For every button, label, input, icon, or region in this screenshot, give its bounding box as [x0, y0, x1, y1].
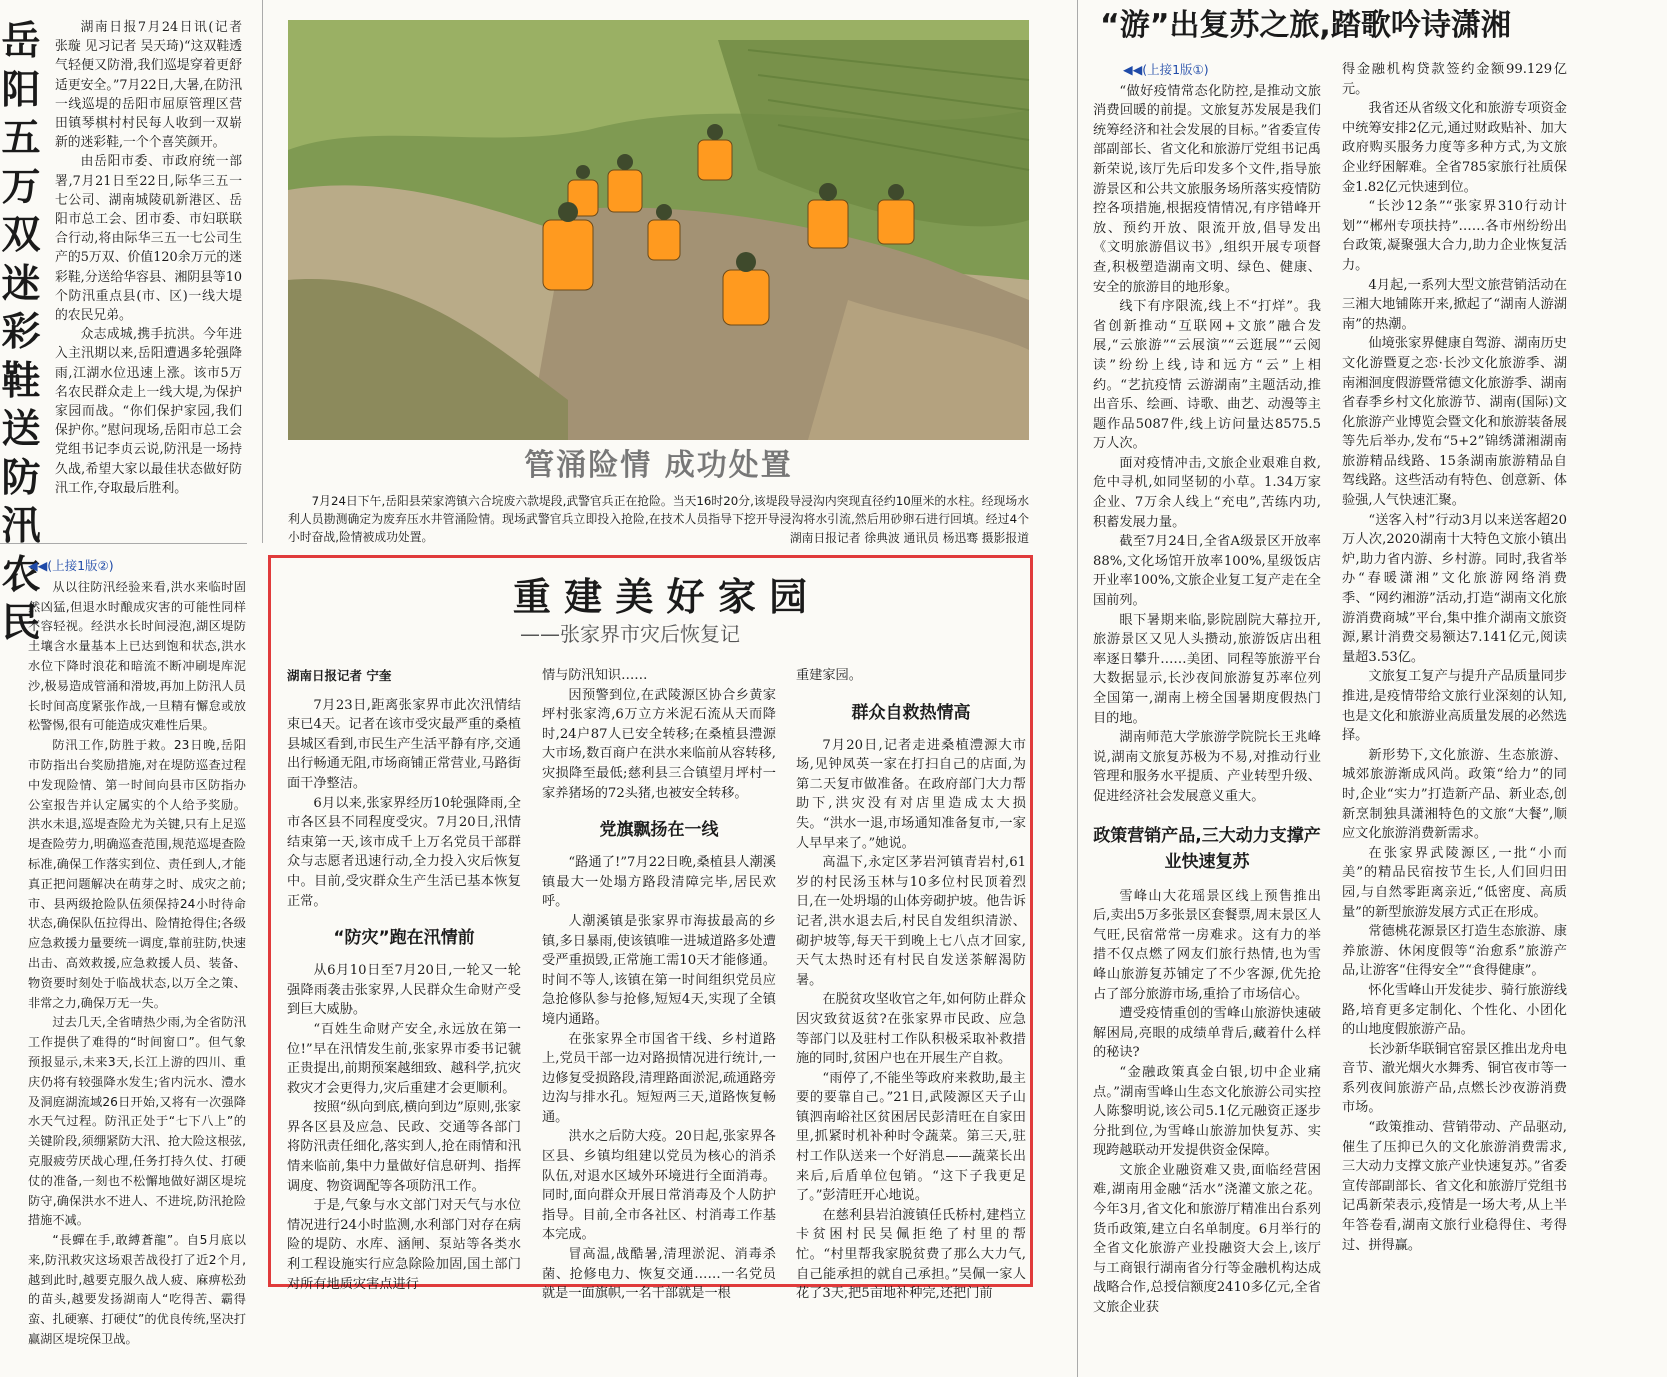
right-paragraph: “送客入村”行动3月以来送客超20万人次,2020湖南十大特色文旅小镇出炉,助力省内游、乡村游。同时,我省举办“春暖潇湘”文化旅游网络消费季、“网约湘游”活动,打造“湖南文化旅游消费商城”平台,集中推介湖南文旅资源,累计消费交易额达7.141亿元,阅读量超3.53亿。: [1342, 512, 1567, 665]
right-paragraph: 在张家界武陵源区,一批“小而美”的精品民宿按节生长,人们回归田园,与自然零距离亲近,“低密度、高质量”的新型旅游发展方式正在形成。: [1342, 845, 1567, 920]
feature-col-2: [542, 666, 776, 1302]
feature-paragraph: 在脱贫攻坚收官之年,如何防止群众因灾致贫返贫?在张家界市民政、应急等部门以及驻村工作队积极采取补救措施的同时,贫困户也在开展生产自救。: [796, 992, 1026, 1067]
photo-illustration: [288, 20, 1029, 440]
feature-paragraph: 在张家界全市国省干线、乡村道路上,党员干部一边对路损情况进行统计,一边修复受损路段,清理路面淤泥,疏通路旁边沟与排水孔。短短两三天,道路恢复畅通。: [542, 1031, 776, 1125]
left-cont-paragraph: 从以往防汛经验来看,洪水来临时固然凶猛,但退水时酿成灾害的可能性同样不容轻视。经洪水长时间浸泡,湖区堤防土壤含水量基本上已达到饱和状态,洪水水位下降时浪花和暗流不断冲刷堤库泥沙,极易造成管涌和滑坡,再加上防汛人员长时间高度紧张作战,一旦精有懈怠或放松警惕,很有可能造成灾难性后果。: [28, 579, 246, 733]
feature-paragraph: 6月以来,张家界经历10轮强降雨,全市各区县不同程度受灾。7月20日,汛情结束第一天,该市成千上万名党员干部群众与志愿者迅速行动,全力投入灾后恢复中。目前,受灾群众生产生活已基本恢复正常。: [287, 795, 521, 909]
left-paragraph: 湖南日报7月24日讯(记者 张璇 见习记者 吴天琦)“这双鞋透气轻便又防滑,我们巡堤穿着更舒适更安全。”7月22日,大暑,在防汛一线巡堤的岳阳市屈原管理区营田镇琴棋村村民每人收到一双崭新的迷彩鞋,一个个喜笑颜开。: [55, 20, 242, 151]
left-cont-paragraph: “長蟬在手,敢縛蒼龍”。自5月底以来,防汛救灾这场艰苦战役打了近2个月,越到此时,越要克服久战人疲、麻痹松劲的苗头,越要发扬湖南人“吃得苦、霸得蛮、扎硬寨、打硬仗”的优良传统,坚决打赢湖区堤垸保卫战。: [28, 1233, 246, 1347]
photo-title: 管涌险情 成功处置: [524, 448, 793, 483]
right-subheading: 政策营销产品,三大动力支撑产业快速复苏: [1093, 825, 1321, 872]
right-paragraph: 雪峰山大花瑶景区线上预售推出后,卖出5万多张景区套餐票,周末景区人气旺,民宿常常一房难求。这有力的举措不仅点燃了网友们旅行热情,也为雪峰山旅游复苏铺定了不少客源,优先抢占了部分旅游市场,重拾了市场信心。: [1093, 888, 1321, 1002]
feature-col-3: [796, 666, 1026, 1302]
feature-title: 重 建 美 好 家 园: [512, 574, 808, 619]
feature-subheading: “防灾”跑在汛情前: [333, 928, 475, 949]
right-paragraph: 文旅企业融资难又贵,面临经营困难,湖南用金融“活水”浇灌文旅之花。今年3月,省文化和旅游厅精准出台系列货币政策,建立白名单制度。6月举行的全省文化旅游产业投融资大会上,该厅与工商银行湖南省分行等金融机构达成战略合作,总授信额度2410多亿元,全省文旅企业获: [1093, 1162, 1321, 1316]
continued-from-ref[interactable]: ◀◀(上接1版②): [28, 558, 114, 573]
feature-paragraph: 洪水之后防大疫。20日起,张家界各区县、乡镇均组建以党员为核心的消杀队伍,对退水区域外环境进行全面消毒。同时,面向群众开展日常消毒及个人防护指导。目前,全市各社区、村消毒工作基本完成。: [542, 1129, 776, 1243]
right-paragraph: “长沙12条”“张家界310行动计划”“郴州专项扶持”……各市州纷纷出台政策,凝聚强大合力,助力企业恢复活力。: [1342, 199, 1567, 273]
right-paragraph: 线下有序限流,线上不“打烊”。我省创新推动“互联网+文旅”融合发展,“云旅游”“云展演”“云逛展”“云阅读”纷纷上线,诗和远方“云”上相约。“艺抗疫情 云游湖南”主题活动,推出音乐、绘画、诗歌、曲艺、动漫等主题作品5087件,线上访问量达8575.5万人次。: [1093, 299, 1321, 452]
continued-from-ref[interactable]: ◀◀(上接1版①): [1123, 62, 1209, 77]
feature-paragraph: “雨停了,不能坐等政府来救助,最主要的要靠自己。”21日,武陵源区天子山镇泗南峪社区贫困居民彭清旺在自家田里,抓紧时机补种时令蔬菜。第三天,驻村工作队送来一个好消息——蔬菜长出来后,后盾单位包销。“这下子我更足了。”彭清旺开心地说。: [796, 1070, 1026, 1204]
photo-credit: 湖南日报记者 徐典波 通讯员 杨迅骞 摄影报道: [700, 529, 1029, 547]
left-cont-paragraph: 防汛工作,防胜于救。23日晚,岳阳市防指出台奖励措施,对在堤防巡查过程中发现险情、第一时间向县市区防指办公室报告并认定属实的个人给予奖励。洪水未退,巡堤查险尤为关键,只有上足巡堤查险劳力,明确巡查范围,规范巡堤查险标准,确保工作落实到位、责任到人,才能真正把问题解决在萌芽之时、成灾之前;市、县两级抢险队伍须保持24小时待命状态,确保队伍拉得出、险情抢得住;各级应急救援力量要统一调度,靠前驻防,快速出击、高效救援,应急救援人员、装备、物资要时刻处于临战状态,以万全之策、非常之力,确保万无一失。: [28, 738, 246, 1010]
right-paragraph: 常德桃花源景区打造生态旅游、康养旅游、休闲度假等“治愈系”旅游产品,让游客“住得安全”“食得健康”。: [1342, 924, 1567, 979]
left-continued-body: [28, 556, 246, 1371]
feature-paragraph: 高温下,永定区茅岩河镇青岩村,61岁的村民汤玉林与10多位村民顶着烈日,在一处坍塌的山体旁砌护坡。他告诉记者,洪水退去后,村民自发组织清淤、砌护坡等,每天干到晚上七八点才回家,天气太热时还有村民自发送茶解渴防暑。: [796, 855, 1026, 988]
right-paragraph: 得金融机构贷款签约金额99.129亿元。: [1342, 62, 1567, 97]
left-headline: 岳阳五万双迷彩鞋送防汛农民: [1, 19, 41, 646]
left-cont-paragraph: 过去几天,全省晴热少雨,为全省防汛工作提供了难得的“时间窗口”。但气象预报显示,未来3天,长江上游的四川、重庆仍将有较强降水发生;省内沅水、澧水及洞庭湖流域26日开始,又将有一次强降水天气过程。防汛正处于“七下八上”的关键阶段,须绷紧防大汛、抢大险这根弦,克服疲劳厌战心理,任务打持久仗、打硬仗的准备,一刻也不松懈地做好湖区堤垸防守,确保洪水不进人、不进垸,防汛抢险措施不减。: [28, 1015, 246, 1228]
right-paragraph: 遭受疫情重创的雪峰山旅游快速破解困局,亮眼的成绩单背后,藏着什么样的秘诀?: [1093, 1006, 1321, 1061]
right-col-2: [1342, 60, 1567, 1377]
news-photo: [288, 20, 1029, 440]
right-paragraph: 文旅复工复产与提升产品质量同步推进,是疫情带给文旅行业深刻的认知,也是文化和旅游业高质量发展的必然选择。: [1342, 669, 1567, 744]
feature-paragraph: 7月20日,记者走进桑植澧源大市场,见钟凤英一家在打扫自己的店面,为第二天复市做准备。在政府部门大力帮助下,洪灾没有对店里造成太大损失。“洪水一退,市场通知准备复市,一家人早早来了。”她说。: [796, 737, 1026, 851]
feature-paragraph: 重建家园。: [796, 668, 862, 683]
caption-text: 7月24日下午,岳阳县荣家湾镇六合垸废六款堤段,武警官兵正在抢险。当天16时20分,该堤段导浸沟内突现直径约10厘米的水柱。经现场水利人员勘测确定为废弃压水井管涌险情。现场武警官兵立即投入抢险,在技术人员指导下挖开导浸沟将水引流,然后用砂卵石进行回填。经过4个小时奋战,险情被成功处置。: [288, 494, 1029, 544]
right-paragraph: “做好疫情常态化防控,是推动文旅消费回暖的前提。文旅复苏发展是我们统筹经济和社会发展的目标。”省委宣传部副部长、省文化和旅游厅党组书记禹新荣说,该厅先后印发多个文件,指导旅游景区和公共文旅服务场所落实疫情防控各项措施,根据疫情情况,有序错峰开放、预约开放、限流开放,倡导发出《文明旅游倡议书》,组织开展专项督查,积极塑造湖南文明、绿色、健康、安全的旅游目的地形象。: [1093, 83, 1321, 295]
right-col-1: [1093, 60, 1321, 1377]
right-paragraph: 面对疫情冲击,文旅企业艰难自救,危中寻机,如同坚韧的小草。1.34万家企业、7万余人线上“充电”,苦练内功,积蓄发展力量。: [1093, 455, 1321, 530]
feature-paragraph: 从6月10日至7月20日,一轮又一轮强降雨袭击张家界,人民群众生命财产受到巨大威胁。: [287, 963, 521, 1018]
feature-subheading: 党旗飘扬在一线: [599, 820, 719, 841]
right-paragraph: 截至7月24日,全省A级景区开放率88%,文化场馆开放率100%,星级饭店开业率100%,文旅企业复工复产走在全国前列。: [1093, 534, 1321, 609]
feature-paragraph: 情与防汛知识……: [542, 668, 648, 683]
right-paragraph: 仙境张家界健康自驾游、湖南历史文化游暨夏之恋·长沙文化旅游季、湖南湘洄度假游暨常德文化旅游季、湖南省春季乡村文化旅游节、湖南(国际)文化旅游产业博览会暨文化和旅游装备展等先后举办,发布“5+2”锦绣潇湘湖南旅游精品线路、15条湖南旅游精品自驾线路。这些活动有特色、创意新、体验强,人气快速汇聚。: [1342, 336, 1567, 509]
feature-paragraph: 于是,气象与水文部门对天气与水位情况进行24小时监测,水利部门对存在病险的堤防、水库、涵闸、泵站等各类水利工程设施实行应急除险加固,国土部门对所有地质灾害点进行: [287, 1198, 521, 1292]
right-paragraph: 新形势下,文化旅游、生态旅游、城郊旅游渐成风尚。政策“给力”的同时,企业“实力”打造新产品、新业态,创新烹制独具潇湘特色的文旅“大餐”,顺应文化旅游消费新需求。: [1342, 747, 1567, 842]
feature-paragraph: 按照“纵向到底,横向到边”原则,张家界各区县及应急、民政、交通等各部门将防汛责任细化,落实到人,抢在雨情和汛情来临前,集中力量做好信息研判、指挥调度、物资调配等各项防汛工作。: [287, 1100, 521, 1194]
feature-subtitle: ——张家界市灾后恢复记: [520, 622, 740, 646]
feature-paragraph: 冒高温,战酷暑,清理淤泥、消毒杀菌、抢修电力、恢复交通……一名党员就是一面旗帜,一名干部就是一根: [542, 1247, 776, 1302]
feature-paragraph: “路通了!”7月22日晚,桑植县人潮溪镇最大一处塌方路段清障完毕,居民欢呼。: [542, 855, 776, 910]
feature-paragraph: 在慈利县岩泊渡镇任氏桥村,建档立卡贫困村民吴佩拒绝了村里的帮忙。“村里帮我家脱贫费了那么大力气,自己能承担的就自己承担。”吴佩一家人花了3天,把5亩地补种完,还把门前: [796, 1207, 1026, 1302]
column-divider: [1077, 0, 1078, 1377]
right-paragraph: 眼下暑期来临,影院剧院大幕拉开,旅游景区又见人头攒动,旅游饭店出租率逐日攀升……美团、同程等旅游平台大数据显示,长沙夜间旅游复苏率位列全国第一,湖南上榜全国暑期度假热门目的地。: [1093, 612, 1321, 726]
right-headline: “游”出复苏之旅,踏歌吟诗潇湘: [1100, 8, 1511, 43]
feature-paragraph: 因预警到位,在武陵源区协合乡黄家坪村张家湾,6万立方米泥石流从天而降时,24户87人已安全转移;在桑植县澧源大市场,数百商户在洪水来临前从容转移,灾损降至最低;慈利县三合镇望月坪村一家养猪场的72头猪,也被安全转移。: [542, 687, 776, 801]
feature-subheading: 群众自救热情高: [851, 702, 971, 723]
feature-byline: 湖南日报记者 宁奎: [287, 668, 392, 683]
left-paragraph: 由岳阳市委、市政府统一部署,7月21日至22日,际华三五一七公司、湖南城陵矶新港区、岳阳市总工会、团市委、市妇联联合行动,将由际华三五一七公司生产的5万双、价值120余万元的迷彩鞋,分送给华容县、湘阴县等10个防汛重点县(市、区)一线大堤的农民兄弟。: [55, 154, 242, 324]
left-paragraph: 众志成城,携手抗洪。今年进入主汛期以来,岳阳遭遇多轮强降雨,江湖水位迅速上涨。该市5万名农民群众走上一线大堤,为保护家园而战。“你们保护家园,我们保护你。”慰问现场,岳阳市总工会党组书记李贞云说,防汛是一场持久战,希望大家以最佳状态做好防汛工作,夺取最后胜利。: [55, 327, 242, 496]
left-story-body: [55, 18, 242, 518]
right-paragraph: 湖南师范大学旅游学院院长王兆峰说,湖南文旅复苏极为不易,对推动行业管理和服务水平提质、产业转型升级、促进经济社会发展意义重大。: [1093, 730, 1321, 804]
right-paragraph: 长沙新华联铜官窑景区推出龙舟电音节、澈光烟火水舞秀、铜官夜市等一系列夜间旅游产品,点燃长沙夜游消费市场。: [1342, 1041, 1567, 1116]
right-paragraph: 4月起,一系列大型文旅营销活动在三湘大地铺陈开来,掀起了“湖南人游湖南”的热潮。: [1342, 277, 1567, 332]
right-paragraph: 我省还从省级文化和旅游专项资金中统筹安排2亿元,通过财政贴补、加大政府购买服务力度等多种方式,为文旅企业纾困解难。全省785家旅行社质保金1.82亿元快速到位。: [1342, 101, 1567, 195]
column-divider: [262, 0, 263, 543]
feature-paragraph: “百姓生命财产安全,永远放在第一位!”早在汛情发生前,张家界市委书记虢正贵提出,前期预案越细致、越科学,抗灾救灾才会更得力,灾后重建才会更顺利。: [287, 1021, 521, 1096]
feature-paragraph: 7月23日,距离张家界市此次汛情结束已4天。记者在该市受灾最严重的桑植县城区看到,市民生产生活平静有序,交通出行畅通无阻,市场商铺正常营业,马路街面干净整洁。: [287, 697, 521, 791]
feature-col-1: [287, 666, 521, 1292]
right-paragraph: “政策推动、营销带动、产品驱动,催生了压抑已久的文化旅游消费需求,三大动力支撑文旅产业快速复苏。”省委宣传部副部长、省文化和旅游厅党组书记禹新荣表示,疫情是一场大考,从上半年答卷看,湖南文旅行业稳得住、考得过、拼得赢。: [1342, 1120, 1567, 1253]
right-paragraph: “金融政策真金白银,切中企业痛点。”湖南雪峰山生态文化旅游公司实控人陈黎明说,该公司5.1亿元融资正逐步分批到位,为雪峰山旅游加快复苏、实现跨越联动开发提供资金保障。: [1093, 1064, 1321, 1159]
right-paragraph: 怀化雪峰山开发徒步、骑行旅游线路,培育更多定制化、个性化、小团化的山地度假旅游产品。: [1342, 982, 1567, 1038]
feature-paragraph: 人潮溪镇是张家界市海拔最高的乡镇,多日暴雨,使该镇唯一进城道路多处遭受严重损毁,正常施工需10天才能修通。时间不等人,该镇在第一时间组织党员应急抢修队参与抢修,短短4天,实现了全镇境内通路。: [542, 913, 776, 1027]
